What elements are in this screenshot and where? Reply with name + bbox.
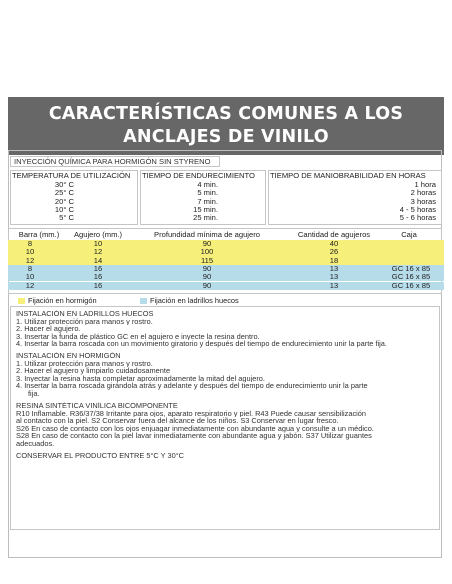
column-header: Cantidad de agujeros xyxy=(297,230,371,239)
cell-quantity: 18 xyxy=(329,255,339,265)
install-step: 2. Hacer el agujero y limpiarlo cuidadosamente xyxy=(16,367,171,375)
table-header-row xyxy=(8,231,444,239)
install-step-continued: fija. xyxy=(28,389,40,398)
column-header: Profundidad mínima de agujero xyxy=(154,230,260,239)
work-time-list xyxy=(270,181,436,222)
table-row xyxy=(8,265,444,273)
cell-bar: 12 xyxy=(25,280,35,290)
work-time-value: 4 - 5 horas xyxy=(399,204,436,214)
cell-hole: 10 xyxy=(93,239,103,248)
table-row xyxy=(8,240,444,248)
cell-hole: 16 xyxy=(93,263,103,273)
install-step: 3. Inyectar la resina hasta completar aproximadamente la mitad del agujero. xyxy=(16,374,265,383)
cure-time-value: 15 min. xyxy=(193,204,218,214)
storage-note: CONSERVAR EL PRODUCTO ENTRE 5°C Y 30°C xyxy=(16,451,185,460)
table-row xyxy=(8,257,444,265)
cell-depth: 90 xyxy=(202,239,212,248)
resin-line: S28 En caso de contacto con la piel lavar inmediatamente con abundante agua y jabón. S37 Utilizar guantes xyxy=(16,432,372,440)
cell-bar: 8 xyxy=(27,239,33,248)
legend-swatch-concrete xyxy=(18,298,25,304)
cell-depth: 115 xyxy=(200,255,214,265)
install-step: 3. Insertar la funda de plástico GC en el agujero e inyecte la resina dentro. xyxy=(16,332,260,341)
cure-time-value: 25 min. xyxy=(193,213,218,223)
install-concrete-section xyxy=(16,352,436,398)
install-hollow-section xyxy=(16,310,436,348)
cell-quantity: 40 xyxy=(329,239,339,248)
work-time-value: 5 - 6 horas xyxy=(399,213,436,223)
work-time-value: 3 horas xyxy=(410,196,436,206)
cell-quantity: 13 xyxy=(329,280,339,290)
cell-depth: 90 xyxy=(202,280,212,290)
subtitle: INYECCIÓN QUÍMICA PARA HORMIGÓN SIN STYRENO xyxy=(14,157,211,166)
anchor-table xyxy=(8,231,442,291)
cell-depth: 100 xyxy=(200,247,214,257)
temperature-value: 30° C xyxy=(54,180,74,189)
cell-quantity: 26 xyxy=(329,247,339,257)
resin-section xyxy=(16,402,436,448)
resin-line: R10 Inflamable. R36/37/38 Irritante para ojos, aparato respiratorio y piel. R43 Puede causar sensibilización xyxy=(16,409,367,418)
install-step: 4. Insertar la barra roscada girándola atrás y adelante y después del tiempo de endurecimiento unir la parte xyxy=(16,382,368,390)
legend-concrete xyxy=(18,296,97,305)
table-row xyxy=(8,248,444,256)
cell-bar: 8 xyxy=(27,263,33,273)
work-time-value: 2 horas xyxy=(410,188,436,198)
resin-line: adecuados. xyxy=(16,439,55,448)
cell-box: GC 16 x 85 xyxy=(391,280,431,290)
cell-bar: 10 xyxy=(25,272,35,282)
cell-quantity: 13 xyxy=(329,263,339,273)
install-concrete-title: INSTALACIÓN EN HORMIGÓN xyxy=(16,352,121,360)
cell-depth: 90 xyxy=(202,263,212,273)
resin-title: RESINA SINTÉTICA VINÍLICA BICOMPONENTE xyxy=(16,402,178,410)
resin-line: S26 En caso de contacto con los ojos enjuagar inmediatamente con abundante agua y consulte a un médico. xyxy=(16,424,374,433)
title-banner xyxy=(8,97,444,155)
cell-box: GC 16 x 85 xyxy=(391,263,431,273)
title-line-2: ANCLAJES DE VINILO xyxy=(123,127,329,147)
table-row xyxy=(8,273,444,281)
temperature-value: 10° C xyxy=(54,204,74,214)
cell-hole: 12 xyxy=(93,247,103,257)
cure-time-list xyxy=(142,181,218,222)
cure-time-header: TIEMPO DE ENDURECIMIENTO xyxy=(142,171,255,180)
column-header: Agujero (mm.) xyxy=(73,230,123,239)
cell-quantity: 13 xyxy=(329,272,339,282)
cell-hole: 14 xyxy=(93,255,103,265)
cell-bar: 10 xyxy=(25,247,35,257)
temperature-value: 20° C xyxy=(54,196,74,206)
temperature-value: 5° C xyxy=(59,213,74,223)
cell-box: GC 16 x 85 xyxy=(391,272,431,282)
cure-time-value: 7 min. xyxy=(197,196,218,206)
legend-hollow xyxy=(140,296,239,305)
temperature-list xyxy=(12,181,74,222)
install-step: 1. Utilizar protección para manos y rostro. xyxy=(16,317,153,326)
cure-time-value: 4 min. xyxy=(197,180,218,189)
column-header: Barra (mm.) xyxy=(18,230,60,239)
work-time-value: 1 hora xyxy=(414,180,436,189)
install-step: 4. Insertar la barra roscada con un movimiento giratorio y después del tiempo de endurecimiento unir la parte fija. xyxy=(16,340,387,348)
install-step: 1. Utilizar protección para manos y rostro. xyxy=(16,359,153,368)
cell-hole: 16 xyxy=(93,280,103,290)
cell-hole: 16 xyxy=(93,272,103,282)
install-hollow-title: INSTALACIÓN EN LADRILLOS HUECOS xyxy=(16,310,154,318)
column-header: Caja xyxy=(401,230,417,239)
legend-label-concrete: Fijación en hormigón xyxy=(28,296,97,305)
cell-bar: 12 xyxy=(25,255,35,265)
title-line-1: CARACTERÍSTICAS COMUNES A LOS xyxy=(48,104,404,124)
temperature-header: TEMPERATURA DE UTILIZACIÓN xyxy=(12,171,131,180)
resin-line: al contacto con la piel. S2 Conservar fuera del alcance de los niños. S3 Conservar en lugar fresco. xyxy=(16,417,339,425)
temperature-value: 25° C xyxy=(54,188,74,198)
legend-swatch-hollow xyxy=(140,298,147,304)
legend-label-hollow: Fijación en ladrillos huecos xyxy=(150,296,239,305)
table-row xyxy=(8,282,444,290)
install-step: 2. Hacer el agujero. xyxy=(16,325,81,333)
cure-time-value: 5 min. xyxy=(197,188,218,198)
cell-depth: 90 xyxy=(202,272,212,282)
work-time-header: TIEMPO DE MANIOBRABILIDAD EN HORAS xyxy=(270,171,426,180)
